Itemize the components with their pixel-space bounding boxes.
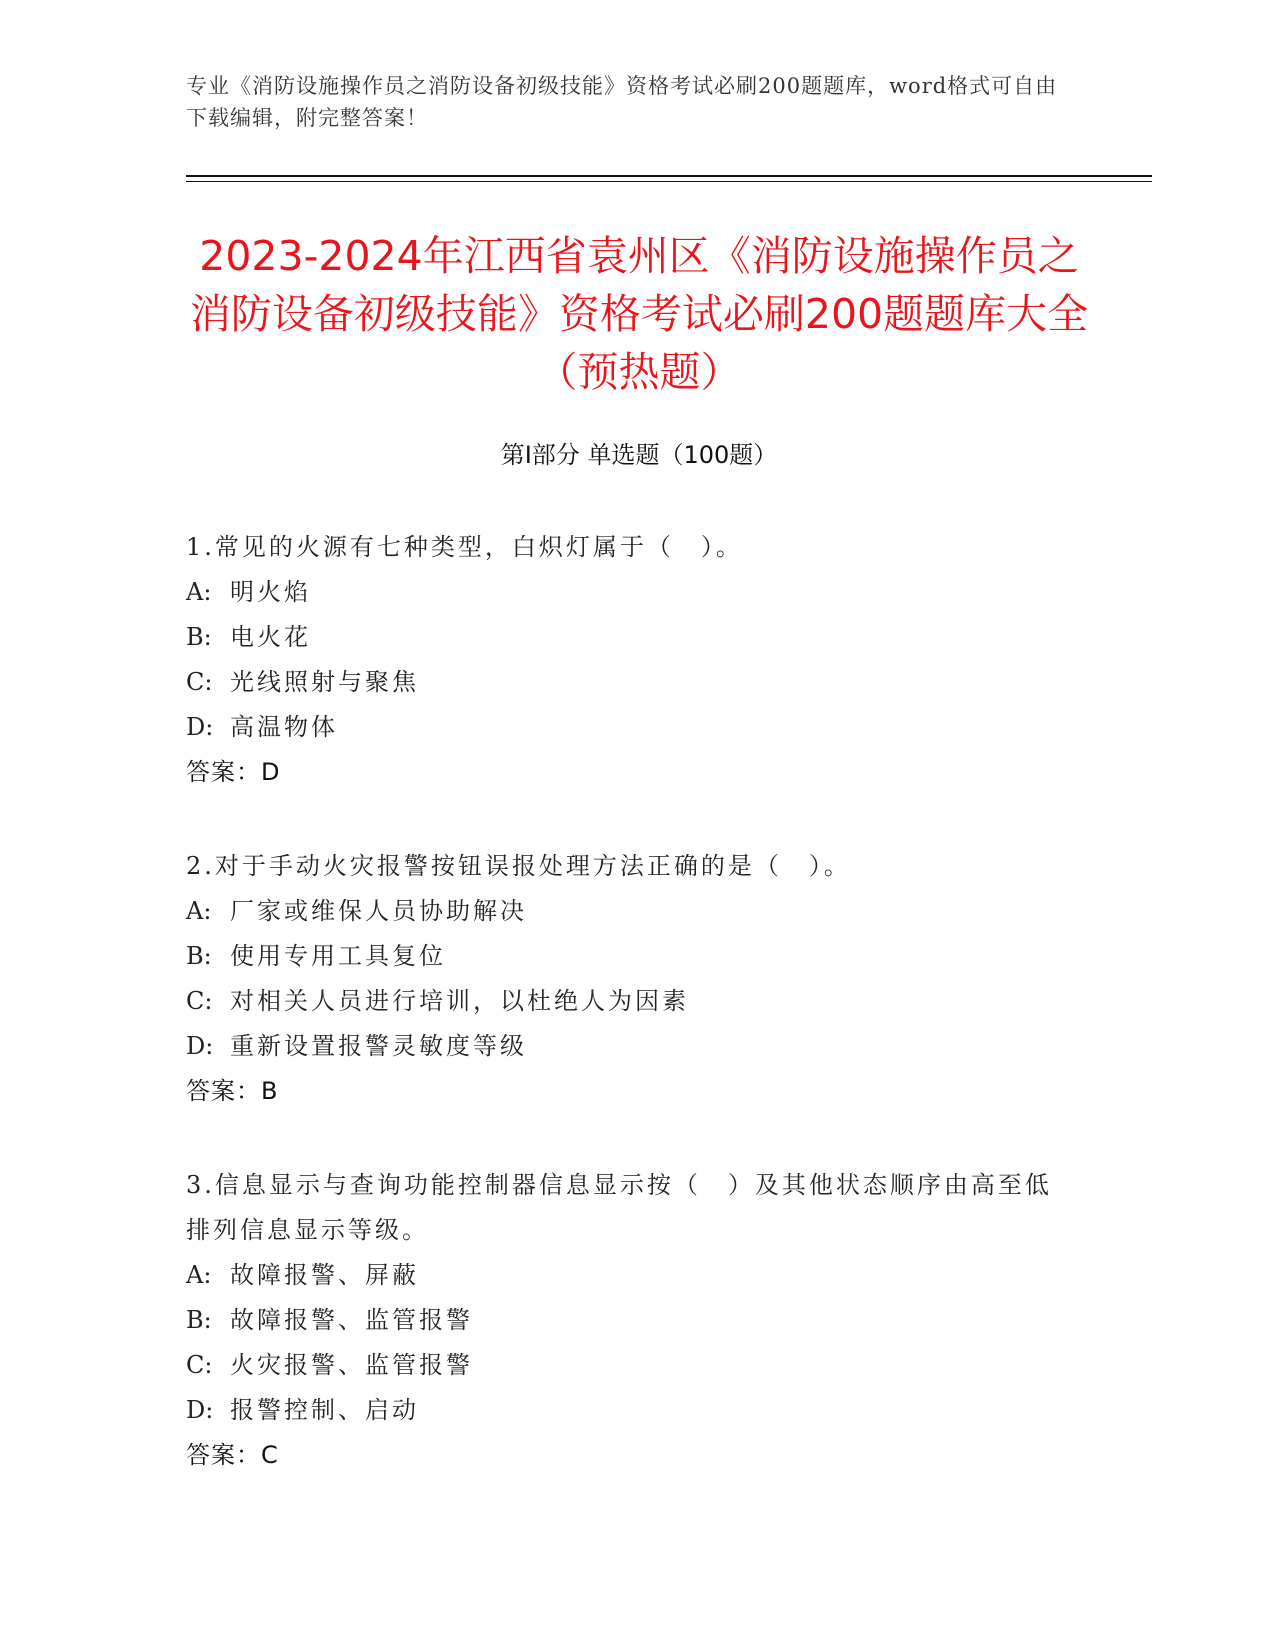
option-letter: C: — [186, 987, 213, 1015]
option-b — [186, 615, 1066, 660]
option-letter: D: — [186, 1396, 214, 1424]
option-text: 高温物体 — [230, 713, 338, 741]
question-2 — [186, 844, 1066, 1114]
question-stem: 2.对于手动火灾报警按钮误报处理方法正确的是（ ）。 — [186, 852, 851, 880]
question-stem: 3.信息显示与查询功能控制器信息显示按（ ）及其他状态顺序由高至低排列信息显示等级。 — [186, 1171, 1052, 1244]
answer-line: 答案：B — [186, 1077, 279, 1105]
option-d — [186, 705, 1066, 750]
option-c — [186, 979, 1066, 1024]
option-text: 对相关人员进行培训，以杜绝人为因素 — [230, 987, 689, 1015]
document-title: 2023-2024年江西省袁州区《消防设施操作员之消防设备初级技能》资格考试必刷200题题库大全（预热题） — [189, 232, 1089, 396]
question-1 — [186, 525, 1066, 795]
option-text: 报警控制、启动 — [230, 1396, 419, 1424]
section-title: 第Ⅰ部分 单选题（100题） — [500, 441, 778, 469]
option-d — [186, 1388, 1066, 1433]
option-c — [186, 660, 1066, 705]
option-text: 故障报警、屏蔽 — [230, 1261, 419, 1289]
option-letter: A: — [186, 1261, 212, 1289]
option-text: 火灾报警、监管报警 — [230, 1351, 473, 1379]
question-3 — [186, 1163, 1066, 1478]
question-list — [186, 525, 1066, 1527]
option-text: 电火花 — [230, 623, 311, 651]
option-text: 明火焰 — [230, 578, 311, 606]
header-rule-thick — [186, 175, 1152, 177]
option-letter: B: — [186, 1306, 212, 1334]
question-stem: 1.常见的火源有七种类型，白炽灯属于（ ）。 — [186, 533, 743, 561]
option-text: 故障报警、监管报警 — [230, 1306, 473, 1334]
answer-line: 答案：C — [186, 1441, 279, 1469]
option-text: 光线照射与聚焦 — [230, 668, 419, 696]
option-b — [186, 934, 1066, 979]
option-text: 厂家或维保人员协助解决 — [230, 897, 527, 925]
option-letter: B: — [186, 942, 212, 970]
option-letter: A: — [186, 578, 212, 606]
option-c — [186, 1343, 1066, 1388]
option-letter: C: — [186, 668, 213, 696]
option-a — [186, 889, 1066, 934]
option-b — [186, 1298, 1066, 1343]
option-text: 使用专用工具复位 — [230, 942, 446, 970]
option-a — [186, 1253, 1066, 1298]
option-text: 重新设置报警灵敏度等级 — [230, 1032, 527, 1060]
option-d — [186, 1024, 1066, 1069]
header-rule-thin — [186, 181, 1152, 182]
option-letter: A: — [186, 897, 212, 925]
option-letter: D: — [186, 713, 214, 741]
option-letter: D: — [186, 1032, 214, 1060]
option-a — [186, 570, 1066, 615]
option-letter: B: — [186, 623, 212, 651]
header-note: 专业《消防设施操作员之消防设备初级技能》资格考试必刷200题题库，word格式可自由下载编辑，附完整答案！ — [186, 74, 1058, 130]
option-letter: C: — [186, 1351, 213, 1379]
answer-line: 答案：D — [186, 758, 281, 786]
